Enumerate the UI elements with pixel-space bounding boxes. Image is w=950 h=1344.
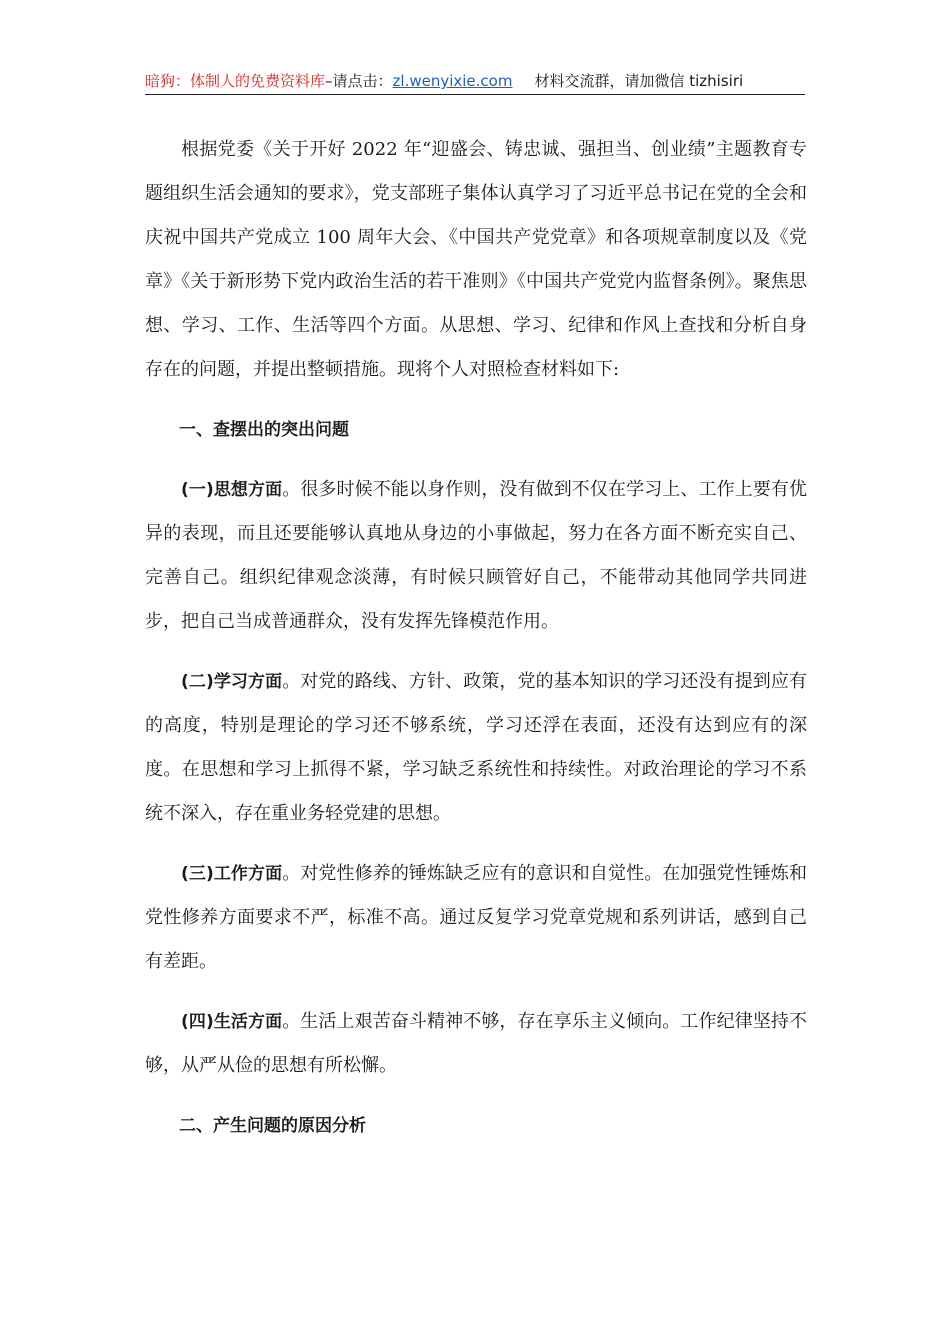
section-heading-2: 二、产生问题的原因分析 (179, 1116, 366, 1136)
header-brand: 暗狗：体制人的免费资料库 (145, 72, 326, 90)
issue-text-life: 。生活上艰苦奋斗精神不够，存在享乐主义倾向。工作纪律坚持不够，从严从俭的思想有所松懈。 (145, 1011, 807, 1076)
issue-lead-thought: (一)思想方面 (181, 480, 283, 500)
issue-paragraph-life (145, 1000, 807, 1088)
issue-paragraph-study (145, 660, 807, 836)
issue-text-study: 。对党的路线、方针、政策，党的基本知识的学习还没有提到应有的高度，特别是理论的学习还不够系统，学习还浮在表面，还没有达到应有的深度。在思想和学习上抓得不紧，学习缺乏系统性和持续性。对政治理论的学习不系统不深入，存在重业务轻党建的思想。 (145, 671, 807, 824)
header-link[interactable]: zl.wenyixie.com (392, 72, 513, 90)
issue-lead-work: (三)工作方面 (181, 864, 283, 884)
section-heading-1: 一、查摆出的突出问题 (179, 420, 349, 440)
issue-lead-life: (四)生活方面 (181, 1012, 283, 1032)
intro-paragraph: 根据党委《关于开好 2022 年“迎盛会、铸忠诚、强担当、创业绩”主题教育专题组织生活会通知的要求》，党支部班子集体认真学习了习近平总书记在党的全会和庆祝中国共产党成立 100 周年大会、《中国共产党党章》和各项规章制度以及《党章》《关于新形势下党内政治生活的若干准则》《中国共产党党内监督条例》。聚焦思想、学习、工作、生活等四个方面。从思想、学习、纪律和作风上查找和分析自身存在的问题，并提出整顿措施。现将个人对照检查材料如下: (145, 139, 807, 380)
header-contact: 材料交流群，请加微信 tizhisiri (534, 72, 744, 90)
issue-text-thought: 。很多时候不能以身作则，没有做到不仅在学习上、工作上要有优异的表现，而且还要能够认真地从身边的小事做起，努力在各方面不断充实自己、完善自己。组织纪律观念淡薄，有时候只顾管好自己，不能带动其他同学共同进步，把自己当成普通群众，没有发挥先锋模范作用。 (145, 479, 807, 632)
document-body (145, 128, 807, 1148)
issue-paragraph-work (145, 852, 807, 984)
issue-lead-study: (二)学习方面 (181, 672, 283, 692)
issue-paragraph-thought (145, 468, 807, 644)
header-prompt: –请点击： (325, 72, 393, 90)
issue-text-work: 。对党性修养的锤炼缺乏应有的意识和自觉性。在加强党性锤炼和党性修养方面要求不严，标准不高。通过反复学习党章党规和系列讲话，感到自己有差距。 (145, 863, 807, 972)
page-header (145, 70, 805, 95)
